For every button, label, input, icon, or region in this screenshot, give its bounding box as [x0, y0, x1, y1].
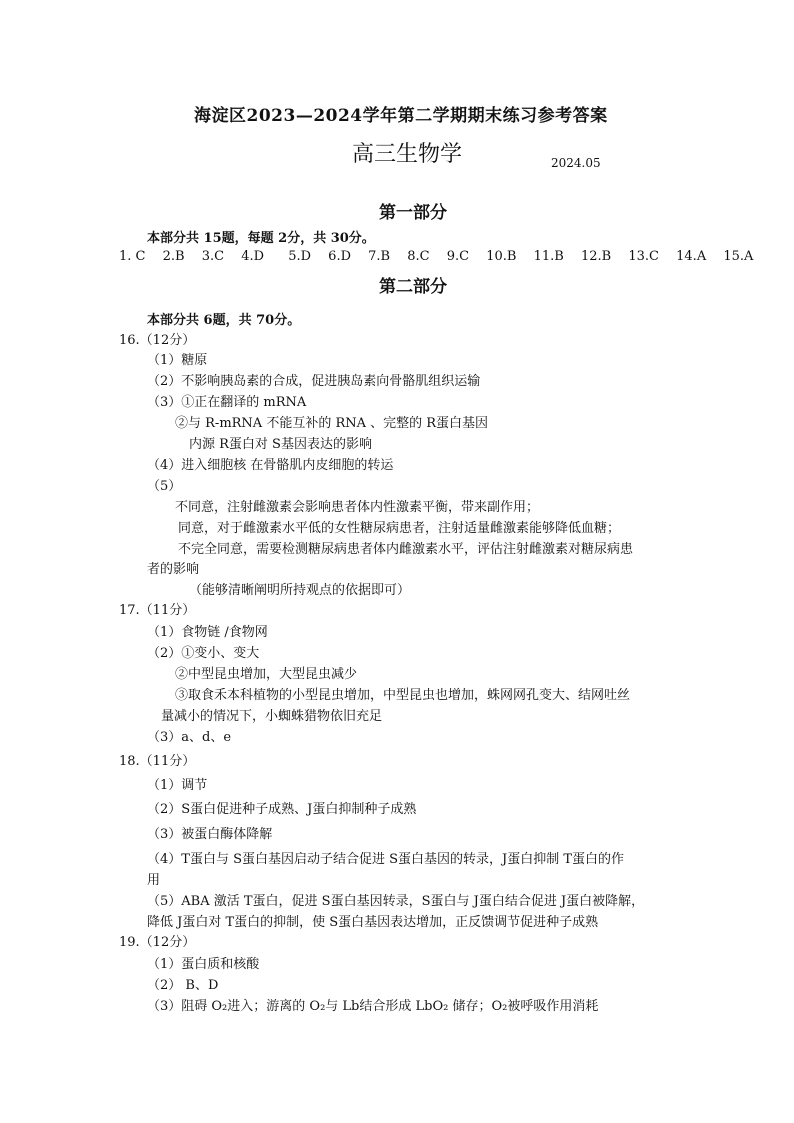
q17-answer-2b: ②中型昆虫增加，大型昆虫减少 — [175, 667, 358, 682]
q16-answer-3: （3）①正在翻译的 mRNA — [147, 395, 307, 410]
q19-answer-3: （3）阻碍 O₂进入；游离的 O₂与 Lb结合形成 LbO₂ 储存；O₂被呼吸作用消耗 — [147, 999, 599, 1014]
answer-item: 13.C — [628, 249, 659, 264]
answer-item: 10.B — [486, 249, 517, 264]
answer-item: 12.B — [581, 249, 612, 264]
q18-answer-4b: 用 — [147, 873, 161, 888]
q17-number: 17.（11分） — [119, 603, 196, 618]
q19-answer-1: （1）蛋白质和核酸 — [147, 957, 260, 972]
q16-answer-4: （4）进入细胞核 在骨骼肌内皮细胞的转运 — [147, 458, 394, 473]
answer-item: 14.A — [676, 249, 707, 264]
q18-answer-5b: 降低 J蛋白对 T蛋白的抑制，使 S蛋白基因表达增加，正反馈调节促进种子成熟 — [147, 915, 599, 930]
q16-answer-3b: ②与 R-mRNA 不能互补的 RNA 、完整的 R蛋白基因 — [175, 416, 489, 431]
q16-answer-5c: 不完全同意，需要检测糖尿病患者体内雌激素水平，评估注射雌激素对糖尿病患 — [178, 542, 634, 557]
q18-answer-3: （3）被蛋白酶体降解 — [147, 827, 273, 842]
document-date: 2024.05 — [551, 156, 601, 170]
answer-item: 8.C — [407, 249, 430, 264]
q18-answer-2: （2）S蛋白促进种子成熟、J蛋白抑制种子成熟 — [147, 802, 417, 817]
q16-answer-5e: （能够清晰阐明所持观点的依据即可） — [189, 583, 411, 598]
q16-answer-5a: 不同意，注射雌激素会影响患者体内性激素平衡，带来副作用； — [175, 500, 540, 515]
part1-answers — [119, 248, 766, 265]
document-title: 海淀区2023—2024学年第二学期期末练习参考答案 — [194, 106, 608, 126]
q17-answer-3: （3）a、d、e — [147, 730, 232, 745]
answer-item: 11.B — [533, 249, 564, 264]
part2-note: 本部分共 6题，共 70分。 — [147, 313, 301, 328]
part2-heading: 第二部分 — [379, 277, 447, 297]
q17-answer-2: （2）①变小、变大 — [147, 646, 260, 661]
answer-item: 4.D — [241, 249, 265, 264]
answer-item: 7.B — [368, 249, 391, 264]
q18-number: 18.（11分） — [119, 754, 196, 769]
answer-item: 2.B — [162, 249, 185, 264]
q16-answer-2: （2）不影响胰岛素的合成，促进胰岛素向骨骼肌组织运输 — [147, 374, 481, 389]
q17-answer-1: （1）食物链 /食物网 — [147, 625, 268, 640]
q18-answer-1: （1）调节 — [147, 778, 208, 793]
q16-answer-5b: 同意，对于雌激素水平低的女性糖尿病患者，注射适量雌激素能够降低血糖； — [178, 521, 621, 536]
answer-item: 5.D — [288, 249, 312, 264]
q16-answer-1: （1）糖原 — [147, 353, 208, 368]
q16-number: 16.（12分） — [119, 333, 196, 348]
answer-item: 9.C — [446, 249, 470, 264]
answer-item: 3.C — [201, 249, 225, 264]
part1-note: 本部分共 15题，每题 2分，共 30分。 — [147, 231, 375, 246]
q16-answer-3c: 内源 R蛋白对 S基因表达的影响 — [189, 437, 372, 452]
q16-answer-5: （5） — [147, 479, 182, 494]
part1-heading: 第一部分 — [379, 203, 447, 223]
q18-answer-4: （4）T蛋白与 S蛋白基因启动子结合促进 S蛋白基因的转录，J蛋白抑制 T蛋白的作 — [147, 852, 625, 867]
q19-number: 19.（12分） — [119, 935, 196, 950]
q17-answer-2d: 量减小的情况下，小蜘蛛猎物依旧充足 — [161, 709, 383, 724]
answer-item: 6.D — [328, 249, 351, 264]
q19-answer-2: （2） B、D — [147, 978, 219, 993]
subject-title: 高三生物学 — [352, 142, 463, 167]
answer-item: 15.A — [723, 249, 754, 264]
q16-answer-5d: 者的影响 — [147, 562, 200, 577]
q17-answer-2c: ③取食禾本科植物的小型昆虫增加，中型昆虫也增加，蛛网网孔变大、结网吐丝 — [175, 688, 631, 703]
answer-item: 1. C — [119, 249, 146, 264]
q18-answer-5: （5）ABA 激活 T蛋白，促进 S蛋白基因转录，S蛋白与 J蛋白结合促进 J蛋白被降解， — [147, 894, 645, 909]
